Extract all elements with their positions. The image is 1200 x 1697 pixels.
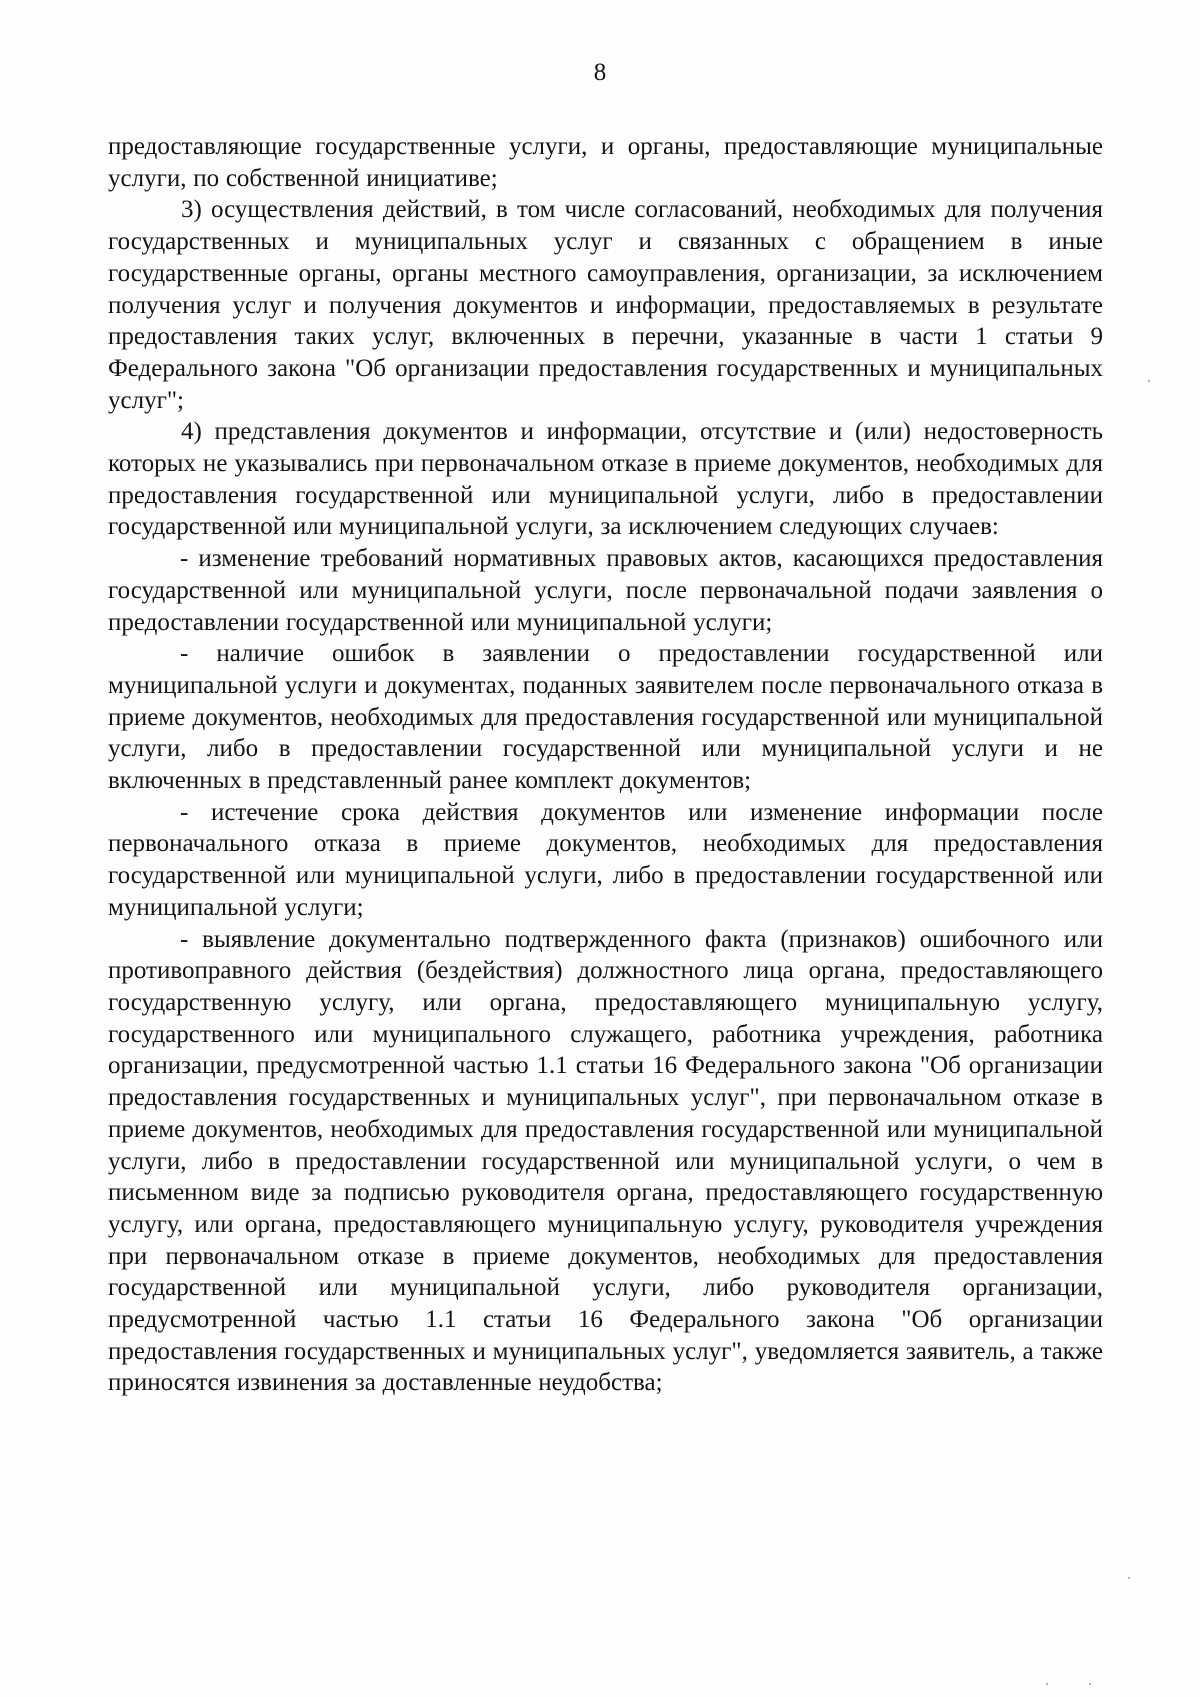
- paragraph-continuation: предоставляющие государственные услуги, и органы, предоставляющие муниципальные услуги, по собственной инициативе;: [108, 133, 1103, 192]
- scan-speck: [1128, 1577, 1130, 1579]
- page-number: 8: [593, 59, 607, 86]
- paragraph-exception-official-misconduct: - выявление документально подтвержденного факта (признаков) ошибочного или противоправного действия (бездействия) должностного лица органа, предоставляющего государственную услугу, или органа, предоставляющего муниципальную услугу, государственного или муниципального служащего, работника учреждения, работника организации, предусмотренной частью 1.1 статьи 16 Федерального закона "Об организации предоставления государственных и муниципальных услуг", при первоначальном отказе в приеме документов, необходимых для предоставления государственной или муниципальной услуги, либо в предоставлении государственной или муниципальной услуги, о чем в письменном виде за подписью руководителя органа, предоставляющего государственную услугу, или органа, предоставляющего муниципальную услугу, руководителя учреждения при первоначальном отказе в приеме документов, необходимых для предоставления государственной или муниципальной услуги, либо руководителя организации, предусмотренной частью 1.1 статьи 16 Федерального закона "Об организации предоставления государственных и муниципальных услуг", уведомляется заявитель, а также приносятся извинения за доставленные неудобства;: [108, 925, 1103, 1397]
- paragraph-exception-requirements-change: - изменение требований нормативных правовых актов, касающихся предоставления государственной или муниципальной услуги, после первоначальной подачи заявления о предоставлении государственной или муниципальной услуги;: [108, 545, 1103, 636]
- scan-speck: [1046, 1683, 1048, 1685]
- scan-speck: [1148, 380, 1150, 382]
- paragraph-item-4: 4) представления документов и информации, отсутствие и (или) недостоверность которых не указывались при первоначальном отказе в приеме документов, необходимых для предоставления государственной или муниципальной услуги, либо в предоставлении государственной или муниципальной услуги, за исключением следующих случаев:: [108, 418, 1103, 541]
- paragraph-exception-document-expiry: - истечение срока действия документов или изменение информации после первоначального отказа в приеме документов, необходимых для предоставления государственной или муниципальной услуги, либо в предоставлении государственной или муниципальной услуги;: [108, 798, 1103, 921]
- scan-speck: [1089, 1683, 1091, 1685]
- document-body: [108, 131, 1103, 1399]
- paragraph-exception-application-errors: - наличие ошибок в заявлении о предоставлении государственной или муниципальной услуги и документах, поданных заявителем после первоначального отказа в приеме документов, необходимых для предоставления государственной или муниципальной услуги, либо в предоставлении государственной или муниципальной услуги и не включенных в представленный ранее комплект документов;: [108, 640, 1103, 795]
- paragraph-item-3: 3) осуществления действий, в том числе согласований, необходимых для получения государственных и муниципальных услуг и связанных с обращением в иные государственные органы, органы местного самоуправления, организации, за исключением получения услуг и получения документов и информации, предоставляемых в результате предоставления таких услуг, включенных в перечни, указанные в части 1 статьи 9 Федерального закона "Об организации предоставления государственных и муниципальных услуг";: [108, 196, 1103, 414]
